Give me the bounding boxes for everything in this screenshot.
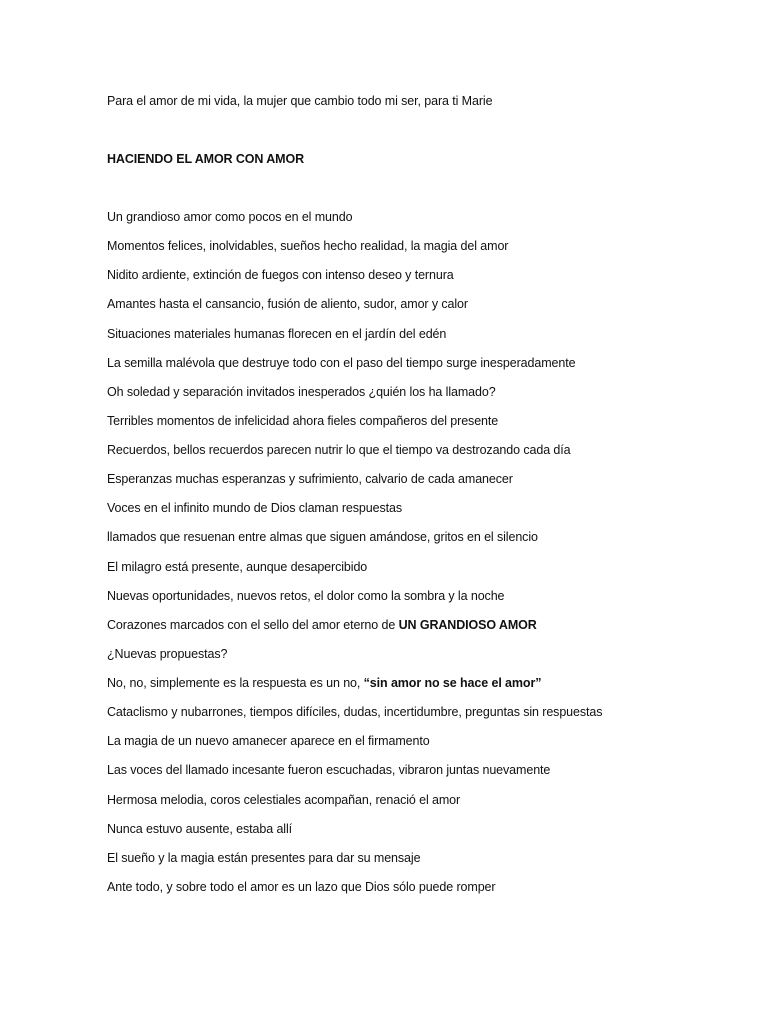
verse-13: El milagro está presente, aunque desapercibido xyxy=(107,560,368,574)
verse-1: Un grandioso amor como pocos en el mundo xyxy=(107,210,353,224)
verse-17 xyxy=(107,675,541,691)
verse-17-emphasis: “sin amor no se hace el amor” xyxy=(363,676,542,690)
verse-15-emphasis: UN GRANDIOSO AMOR xyxy=(398,618,537,632)
verse-2: Momentos felices, inolvidables, sueños hecho realidad, la magia del amor xyxy=(107,239,509,253)
verse-23: El sueño y la magia están presentes para dar su mensaje xyxy=(107,851,421,865)
verse-9: Recuerdos, bellos recuerdos parecen nutrir lo que el tiempo va destrozando cada día xyxy=(107,443,571,457)
verse-11: Voces en el infinito mundo de Dios claman respuestas xyxy=(107,501,402,515)
verse-10: Esperanzas muchas esperanzas y sufrimiento, calvario de cada amanecer xyxy=(107,472,513,486)
verse-6: La semilla malévola que destruye todo con el paso del tiempo surge inesperadamente xyxy=(107,356,576,370)
verse-15 xyxy=(107,617,537,633)
verse-8: Terribles momentos de infelicidad ahora fieles compañeros del presente xyxy=(107,414,499,428)
verse-3: Nidito ardiente, extinción de fuegos con intenso deseo y ternura xyxy=(107,268,454,282)
verse-17-text: No, no, simplemente es la respuesta es un no, xyxy=(107,676,364,690)
verse-19: La magia de un nuevo amanecer aparece en el firmamento xyxy=(107,734,430,748)
verse-15-text: Corazones marcados con el sello del amor eterno de xyxy=(107,618,399,632)
verse-7: Oh soledad y separación invitados inesperados ¿quién los ha llamado? xyxy=(107,385,496,399)
verse-20: Las voces del llamado incesante fueron escuchadas, vibraron juntas nuevamente xyxy=(107,763,551,777)
poem-title: HACIENDO EL AMOR CON AMOR xyxy=(107,152,305,166)
verse-21: Hermosa melodia, coros celestiales acompañan, renació el amor xyxy=(107,793,461,807)
verse-16: ¿Nuevas propuestas? xyxy=(107,647,228,661)
verse-5: Situaciones materiales humanas florecen en el jardín del edén xyxy=(107,327,447,341)
verse-14: Nuevas oportunidades, nuevos retos, el dolor como la sombra y la noche xyxy=(107,589,505,603)
verse-4: Amantes hasta el cansancio, fusión de aliento, sudor, amor y calor xyxy=(107,297,468,311)
verse-18: Cataclismo y nubarrones, tiempos difíciles, dudas, incertidumbre, preguntas sin respuestas xyxy=(107,705,603,719)
verse-24: Ante todo, y sobre todo el amor es un lazo que Dios sólo puede romper xyxy=(107,880,496,894)
verse-12: llamados que resuenan entre almas que siguen amándose, gritos en el silencio xyxy=(107,530,538,544)
verse-22: Nunca estuvo ausente, estaba allí xyxy=(107,822,293,836)
dedication: Para el amor de mi vida, la mujer que cambio todo mi ser, para ti Marie xyxy=(107,94,493,108)
